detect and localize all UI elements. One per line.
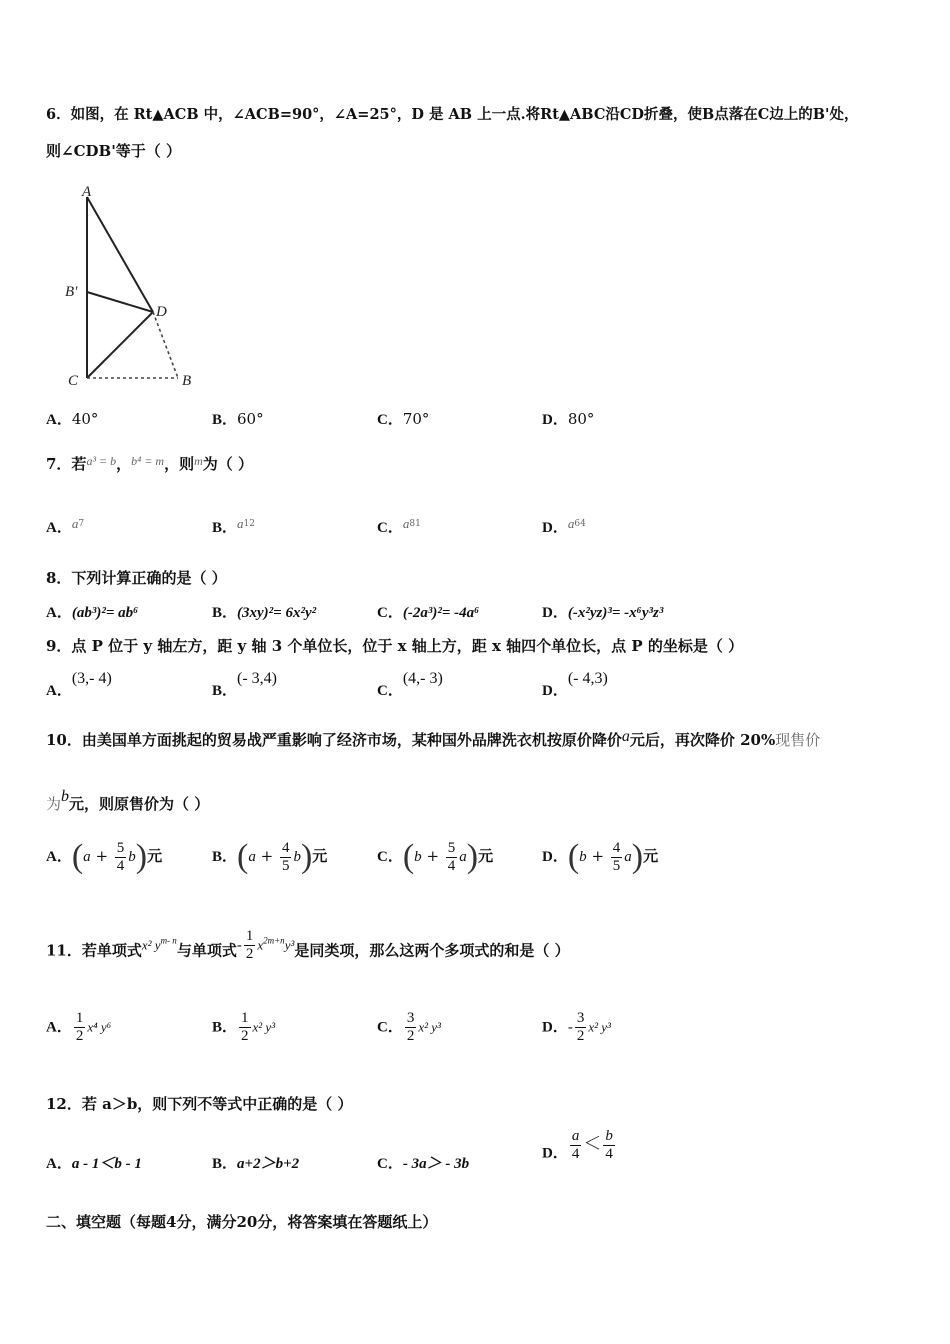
- q8-option-c[interactable]: C．(-2a³)²= -4a⁶: [377, 605, 480, 621]
- q8-option-d[interactable]: D．(-x²yz)³= -x⁶y³z³: [542, 605, 664, 621]
- q6-option-b[interactable]: B．60°: [212, 410, 264, 428]
- q12-option-c[interactable]: C．- 3a＞ - 3b: [377, 1156, 470, 1172]
- q10-stem-line2: 为b元，则原售价为（ ）: [46, 788, 210, 813]
- q6-option-c[interactable]: C．70°: [377, 410, 430, 428]
- q10-option-a[interactable]: A．(a + $\frac{5}{4}$ b)元: [46, 838, 163, 875]
- q7-option-d[interactable]: D．$a^{64}$: [542, 516, 586, 536]
- q11-option-a[interactable]: A． $\frac{1}{2}$ x⁴ y⁶: [46, 1010, 112, 1044]
- q9-option-a[interactable]: A．(3,- 4): [46, 670, 112, 699]
- q6-stem-line1: 6．如图，在 Rt▲ACB 中，∠ACB=90°，∠A=25°，D 是 AB 上一点.将Rt▲ABC沿CD折叠，使B点落在C边上的B'处，: [46, 106, 859, 123]
- q10-option-b[interactable]: B．(a + $\frac{4}{5}$ b)元: [212, 838, 328, 875]
- q10-option-d[interactable]: D．(b + $\frac{4}{5}$ a)元: [542, 838, 659, 875]
- triangle-figure: [60, 182, 210, 397]
- q10-stem-line1: 10．由美国单方面挑起的贸易战严重影响了经济市场，某种国外品牌洗衣机按原价降价a元后，再次降价 20%现售价: [46, 728, 821, 749]
- q8-stem: 8．下列计算正确的是（ ）: [46, 569, 227, 587]
- q12-stem: 12．若 a＞b，则下列不等式中正确的是（ ）: [46, 1095, 353, 1113]
- q6-stem-line2: 则∠CDB'等于（ ）: [46, 142, 182, 160]
- q8-option-b[interactable]: B．(3xy)²= 6x²y²: [212, 605, 317, 621]
- q11-option-d[interactable]: D．- $\frac{3}{2}$ x² y³: [542, 1010, 611, 1044]
- q7-stem: 7．若$^{a^3 = b}$，$^{b^4 = m}$，则$^m$为（ ）: [46, 454, 254, 473]
- q9-option-b[interactable]: B．(- 3,4): [212, 670, 277, 699]
- q10-option-c[interactable]: C．(b + $\frac{5}{4}$ a)元: [377, 838, 494, 875]
- q7-option-b[interactable]: B．$a^{12}$: [212, 516, 255, 536]
- label-A: A: [82, 184, 92, 200]
- section2-title: 二、填空题（每题4分，满分20分，将答案填在答题纸上）: [46, 1213, 438, 1231]
- q7-option-a[interactable]: A．$a^7$: [46, 516, 85, 536]
- q9-option-c[interactable]: C．(4,- 3): [377, 670, 443, 699]
- q11-option-c[interactable]: C． $\frac{3}{2}$ x² y³: [377, 1010, 441, 1044]
- q8-option-a[interactable]: A．(ab³)²= ab⁶: [46, 605, 139, 621]
- label-C: C: [68, 373, 79, 389]
- q6-option-a[interactable]: A．40°: [46, 410, 99, 428]
- label-D: D: [156, 304, 167, 320]
- label-B-prime: B': [65, 284, 78, 300]
- q12-option-b[interactable]: B．a+2＞b+2: [212, 1156, 300, 1172]
- q6-option-d[interactable]: D．80°: [542, 410, 595, 428]
- label-B: B: [182, 373, 192, 389]
- q9-stem: 9．点 P 位于 y 轴左方，距 y 轴 3 个单位长，位于 x 轴上方，距 x 轴四个单位长，点 P 的坐标是（ ）: [46, 637, 744, 655]
- q11-option-b[interactable]: B． $\frac{1}{2}$ x² y³: [212, 1010, 276, 1044]
- q11-stem: 11．若单项式x² $y^{m- n}$与单项式- $\frac{1}{2}$ $x^{2m+n}y^3$是同类项，那么这两个多项式的和是（ ）: [46, 928, 570, 962]
- q12-option-d[interactable]: D． $\frac{a}{4}$ ＜ $\frac{b}{4}$: [542, 1128, 613, 1162]
- q12-option-a[interactable]: A．a - 1＜b - 1: [46, 1156, 142, 1172]
- q7-option-c[interactable]: C．$a^{81}$: [377, 516, 421, 536]
- q9-option-d[interactable]: D．(- 4,3): [542, 670, 608, 699]
